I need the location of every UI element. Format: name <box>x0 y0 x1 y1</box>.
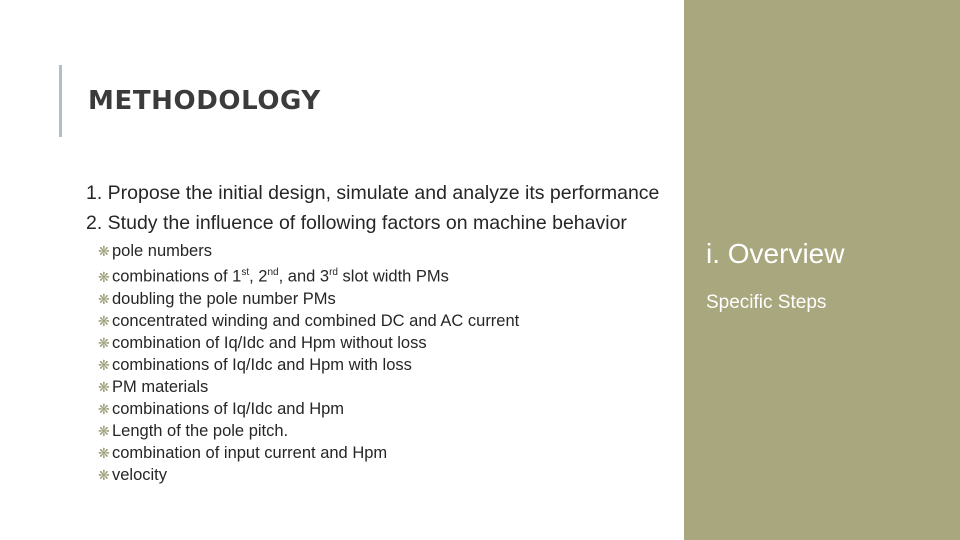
factor-item <box>98 240 684 262</box>
ordinal-suffix: rd <box>329 267 338 278</box>
side-panel <box>684 0 960 540</box>
steps-list <box>86 178 684 486</box>
factor-text: PM materials <box>112 377 209 396</box>
flower-bullet-icon: ❋ <box>98 290 110 307</box>
factor-text-mid: , and 3 <box>278 267 330 286</box>
factor-item <box>98 310 684 332</box>
factor-text: combinations of Iq/Idc and Hpm with loss <box>112 355 412 374</box>
factor-text: doubling the pole number PMs <box>112 289 336 308</box>
factor-text-suffix: slot width PMs <box>337 267 449 286</box>
factors-list <box>86 240 684 486</box>
factor-text: combination of Iq/Idc and Hpm without loss <box>112 333 427 352</box>
factor-text-mid: , 2 <box>249 267 268 286</box>
title-accent-bar <box>59 65 62 137</box>
factor-item <box>98 262 684 288</box>
factor-text: combination of input current and Hpm <box>112 443 388 462</box>
factor-text: velocity <box>112 465 168 484</box>
flower-bullet-icon: ❋ <box>98 356 110 373</box>
flower-bullet-icon: ❋ <box>98 268 110 285</box>
factor-item <box>98 442 684 464</box>
slide-title: METHODOLOGY <box>88 86 321 116</box>
factor-item <box>98 398 684 420</box>
factor-item <box>98 288 684 310</box>
flower-bullet-icon: ❋ <box>98 312 110 329</box>
factor-text: combinations of Iq/Idc and Hpm <box>112 399 345 418</box>
ordinal-suffix: st <box>241 267 250 278</box>
panel-subheading: Specific Steps <box>706 292 827 313</box>
factor-item <box>98 376 684 398</box>
factor-text: pole numbers <box>112 242 212 260</box>
flower-bullet-icon: ❋ <box>98 444 110 461</box>
ordinal-suffix: nd <box>267 267 279 278</box>
flower-bullet-icon: ❋ <box>98 400 110 417</box>
flower-bullet-icon: ❋ <box>98 378 110 395</box>
step-2: 2. Study the influence of following factors on machine behavior <box>86 212 627 234</box>
panel-heading: i. Overview <box>706 238 845 269</box>
factor-text: concentrated winding and combined DC and AC current <box>112 311 520 330</box>
flower-bullet-icon: ❋ <box>98 243 110 259</box>
step-1: 1. Propose the initial design, simulate and analyze its performance <box>86 182 660 204</box>
factor-item <box>98 354 684 376</box>
factor-item <box>98 464 684 486</box>
factor-text-prefix: combinations of 1 <box>112 267 242 286</box>
factor-item <box>98 332 684 354</box>
flower-bullet-icon: ❋ <box>98 422 110 439</box>
factor-item <box>98 420 684 442</box>
flower-bullet-icon: ❋ <box>98 466 110 483</box>
flower-bullet-icon: ❋ <box>98 334 110 351</box>
factor-text: Length of the pole pitch. <box>112 421 289 440</box>
